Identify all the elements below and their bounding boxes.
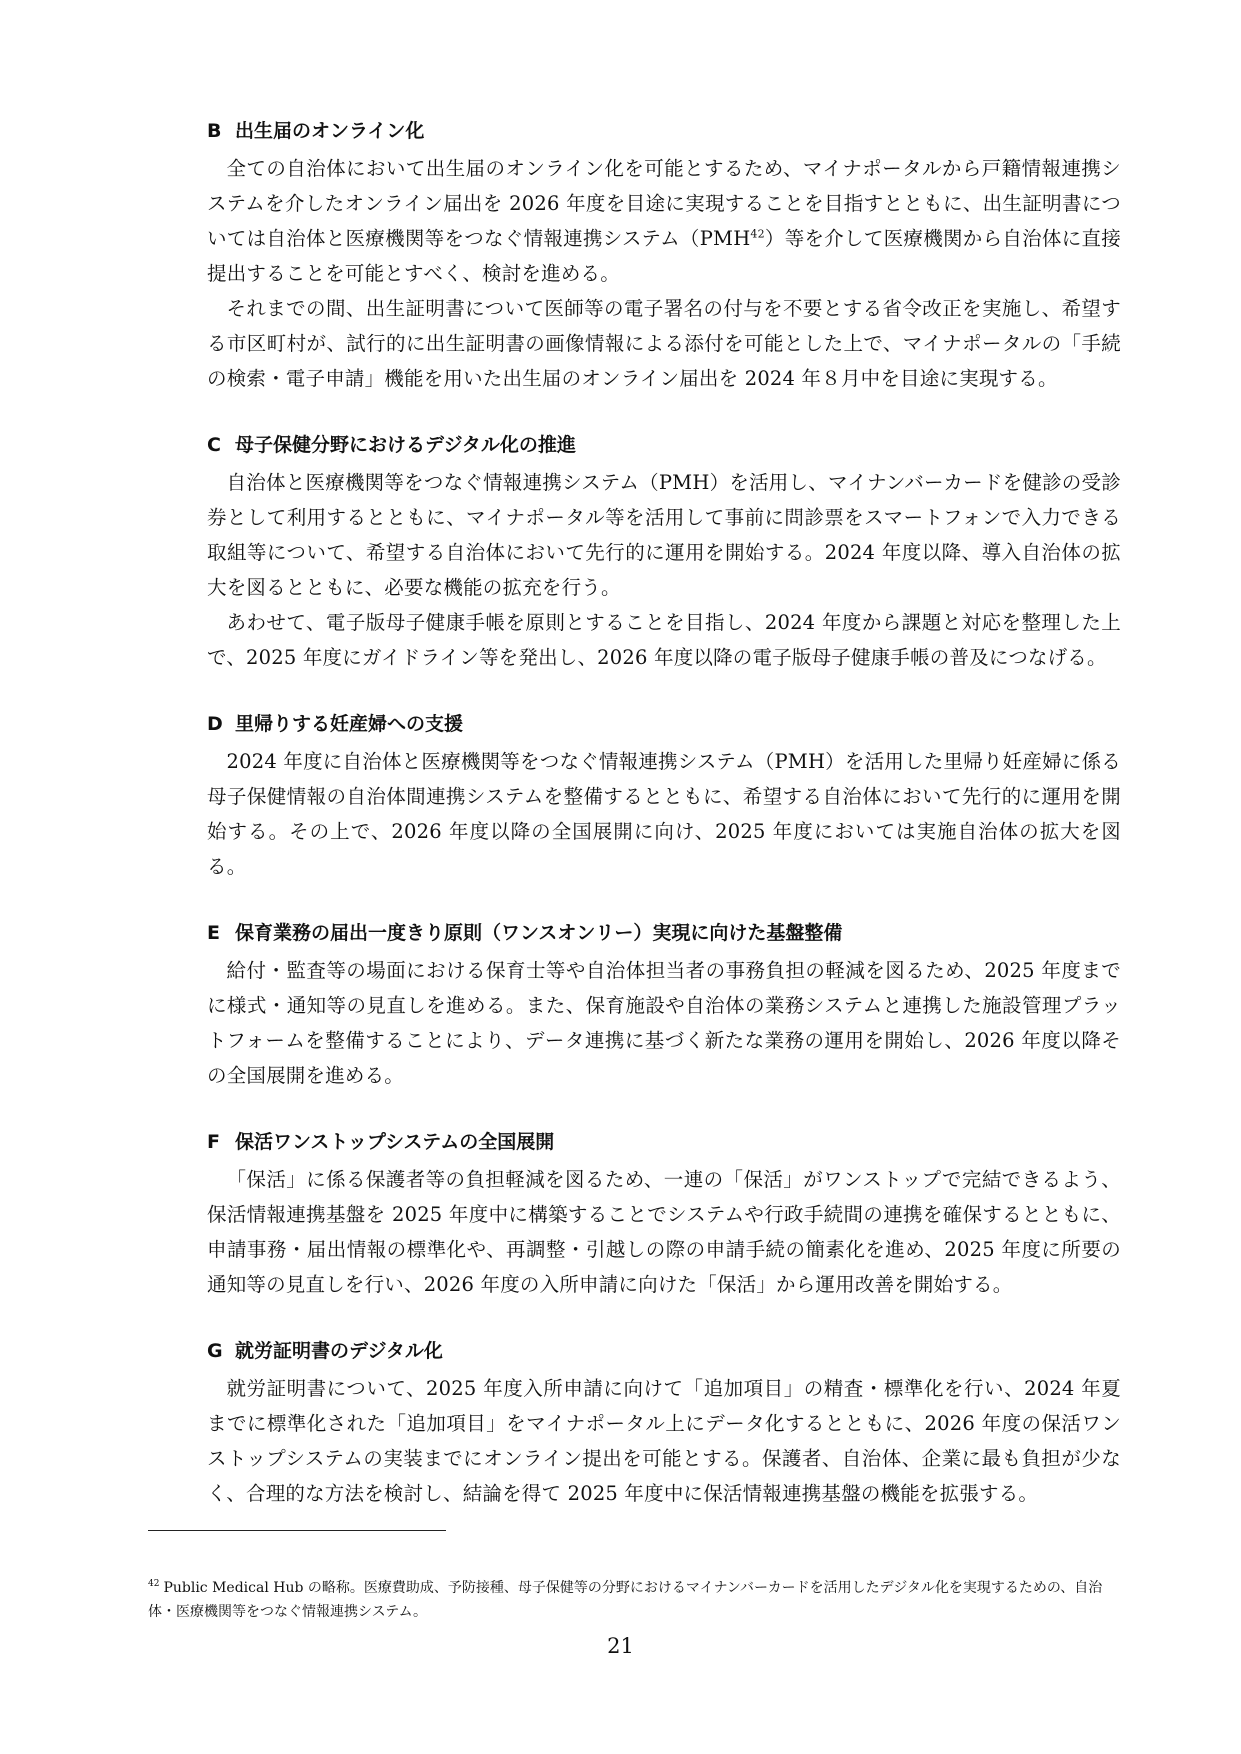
paragraph: 2024 年度に自治体と医療機関等をつなぐ情報連携システム（PMH）を活用した里帰り妊産婦に係る母子保健情報の自治体間連携システムを整備するとともに、希望する自治体において先行的に運用を開始する。その上で、2026 年度以降の全国展開に向け、2025 年度においては実施自治体の拡大を図る。 xyxy=(207,750,1121,878)
paragraph: 自治体と医療機関等をつなぐ情報連携システム（PMH）を活用し、マイナンバーカードを健診の受診券として利用するとともに、マイナポータル等を活用して事前に問診票をスマートフォンで入力できる取組等について、希望する自治体において先行的に運用を開始する。2024 年度以降、導入自治体の拡大を図るとともに、必要な機能の拡充を行う。 xyxy=(207,471,1121,599)
footnote-divider xyxy=(148,1530,446,1531)
section-b xyxy=(207,120,1121,396)
section-d xyxy=(207,713,1121,884)
footnote-mark: 42 xyxy=(148,1579,160,1590)
footnote xyxy=(148,1576,1123,1624)
section-f xyxy=(207,1131,1121,1302)
paragraph xyxy=(207,151,1121,291)
section-mark: F xyxy=(207,1131,220,1153)
section-mark: D xyxy=(207,713,223,735)
section-heading xyxy=(207,1131,1121,1153)
section-body xyxy=(207,1371,1121,1511)
section-title: 保活ワンストップシステムの全国展開 xyxy=(235,1131,555,1153)
section-title: 里帰りする妊産婦への支援 xyxy=(235,713,464,735)
paragraph: 就労証明書について、2025 年度入所申請に向けて「追加項目」の精査・標準化を行い、2024 年夏までに標準化された「追加項目」をマイナポータル上にデータ化するとともに、2026 年度の保活ワンストップシステムの実装までにオンライン提出を可能とする。保護者、自治体、企業に最も負担が少なく、合理的な方法を検討し、結論を得て 2025 年度中に保活情報連携基盤の機能を拡張する。 xyxy=(207,1377,1121,1505)
section-body xyxy=(207,953,1121,1093)
section-title: 就労証明書のデジタル化 xyxy=(235,1340,443,1362)
footnote-text: Public Medical Hub の略称。医療費助成、予防接種、母子保健等の分野におけるマイナンバーカードを活用したデジタル化を実現するための、自治体・医療機関等をつなぐ情報連携システム。 xyxy=(148,1580,1103,1620)
paragraph: あわせて、電子版母子健康手帳を原則とすることを目指し、2024 年度から課題と対応を整理した上で、2025 年度にガイドライン等を発出し、2026 年度以降の電子版母子健康手帳の普及につなげる。 xyxy=(207,611,1121,669)
footnote-reference[interactable]: 42 xyxy=(750,227,765,241)
section-mark: B xyxy=(207,120,222,142)
paragraph-text: ）等を介して医療機関から自治体に直接提出することを可能とすべく、検討を進める。 xyxy=(207,227,1121,285)
section-heading xyxy=(207,1340,1121,1362)
paragraph: それまでの間、出生証明書について医師等の電子署名の付与を不要とする省令改正を実施し、希望する市区町村が、試行的に出生証明書の画像情報による添付を可能とした上で、マイナポータルの「手続の検索・電子申請」機能を用いた出生届のオンライン届出を 2024 年８月中を目途に実現する。 xyxy=(207,297,1121,390)
paragraph: 「保活」に係る保護者等の負担軽減を図るため、一連の「保活」がワンストップで完結できるよう、保活情報連携基盤を 2025 年度中に構築することでシステムや行政手続間の連携を確保するとともに、申請事務・届出情報の標準化や、再調整・引越しの際の申請手続の簡素化を進め、2025 年度に所要の通知等の見直しを行い、2026 年度の入所申請に向けた「保活」から運用改善を開始する。 xyxy=(207,1168,1121,1296)
section-heading xyxy=(207,434,1121,456)
main-content xyxy=(207,120,1121,1549)
section-e xyxy=(207,922,1121,1093)
page-number: 21 xyxy=(607,1634,634,1658)
paragraph: 給付・監査等の場面における保育士等や自治体担当者の事務負担の軽減を図るため、2025 年度までに様式・通知等の見直しを進める。また、保育施設や自治体の業務システムと連携した施設管理プラットフォームを整備することにより、データ連携に基づく新たな業務の運用を開始し、2026 年度以降その全国展開を進める。 xyxy=(207,959,1121,1087)
section-title: 出生届のオンライン化 xyxy=(235,120,425,142)
section-mark: C xyxy=(207,434,221,456)
paragraph-text: 全ての自治体において出生届のオンライン化を可能とするため、マイナポータルから戸籍情報連携システムを介したオンライン届出を 2026 年度を目途に実現することを目指すとともに、出生証明書については自治体と医療機関等をつなぐ情報連携システム（PMH xyxy=(207,157,1121,250)
section-body xyxy=(207,744,1121,884)
section-c xyxy=(207,434,1121,675)
section-title: 母子保健分野におけるデジタル化の推進 xyxy=(235,434,576,456)
section-body xyxy=(207,151,1121,396)
section-heading xyxy=(207,120,1121,142)
section-mark: E xyxy=(207,922,220,944)
section-title: 保育業務の届出一度きり原則（ワンスオンリー）実現に向けた基盤整備 xyxy=(235,922,843,944)
section-heading xyxy=(207,922,1121,944)
section-body xyxy=(207,1162,1121,1302)
section-body xyxy=(207,465,1121,675)
section-heading xyxy=(207,713,1121,735)
section-g xyxy=(207,1340,1121,1511)
section-mark: G xyxy=(207,1340,223,1362)
